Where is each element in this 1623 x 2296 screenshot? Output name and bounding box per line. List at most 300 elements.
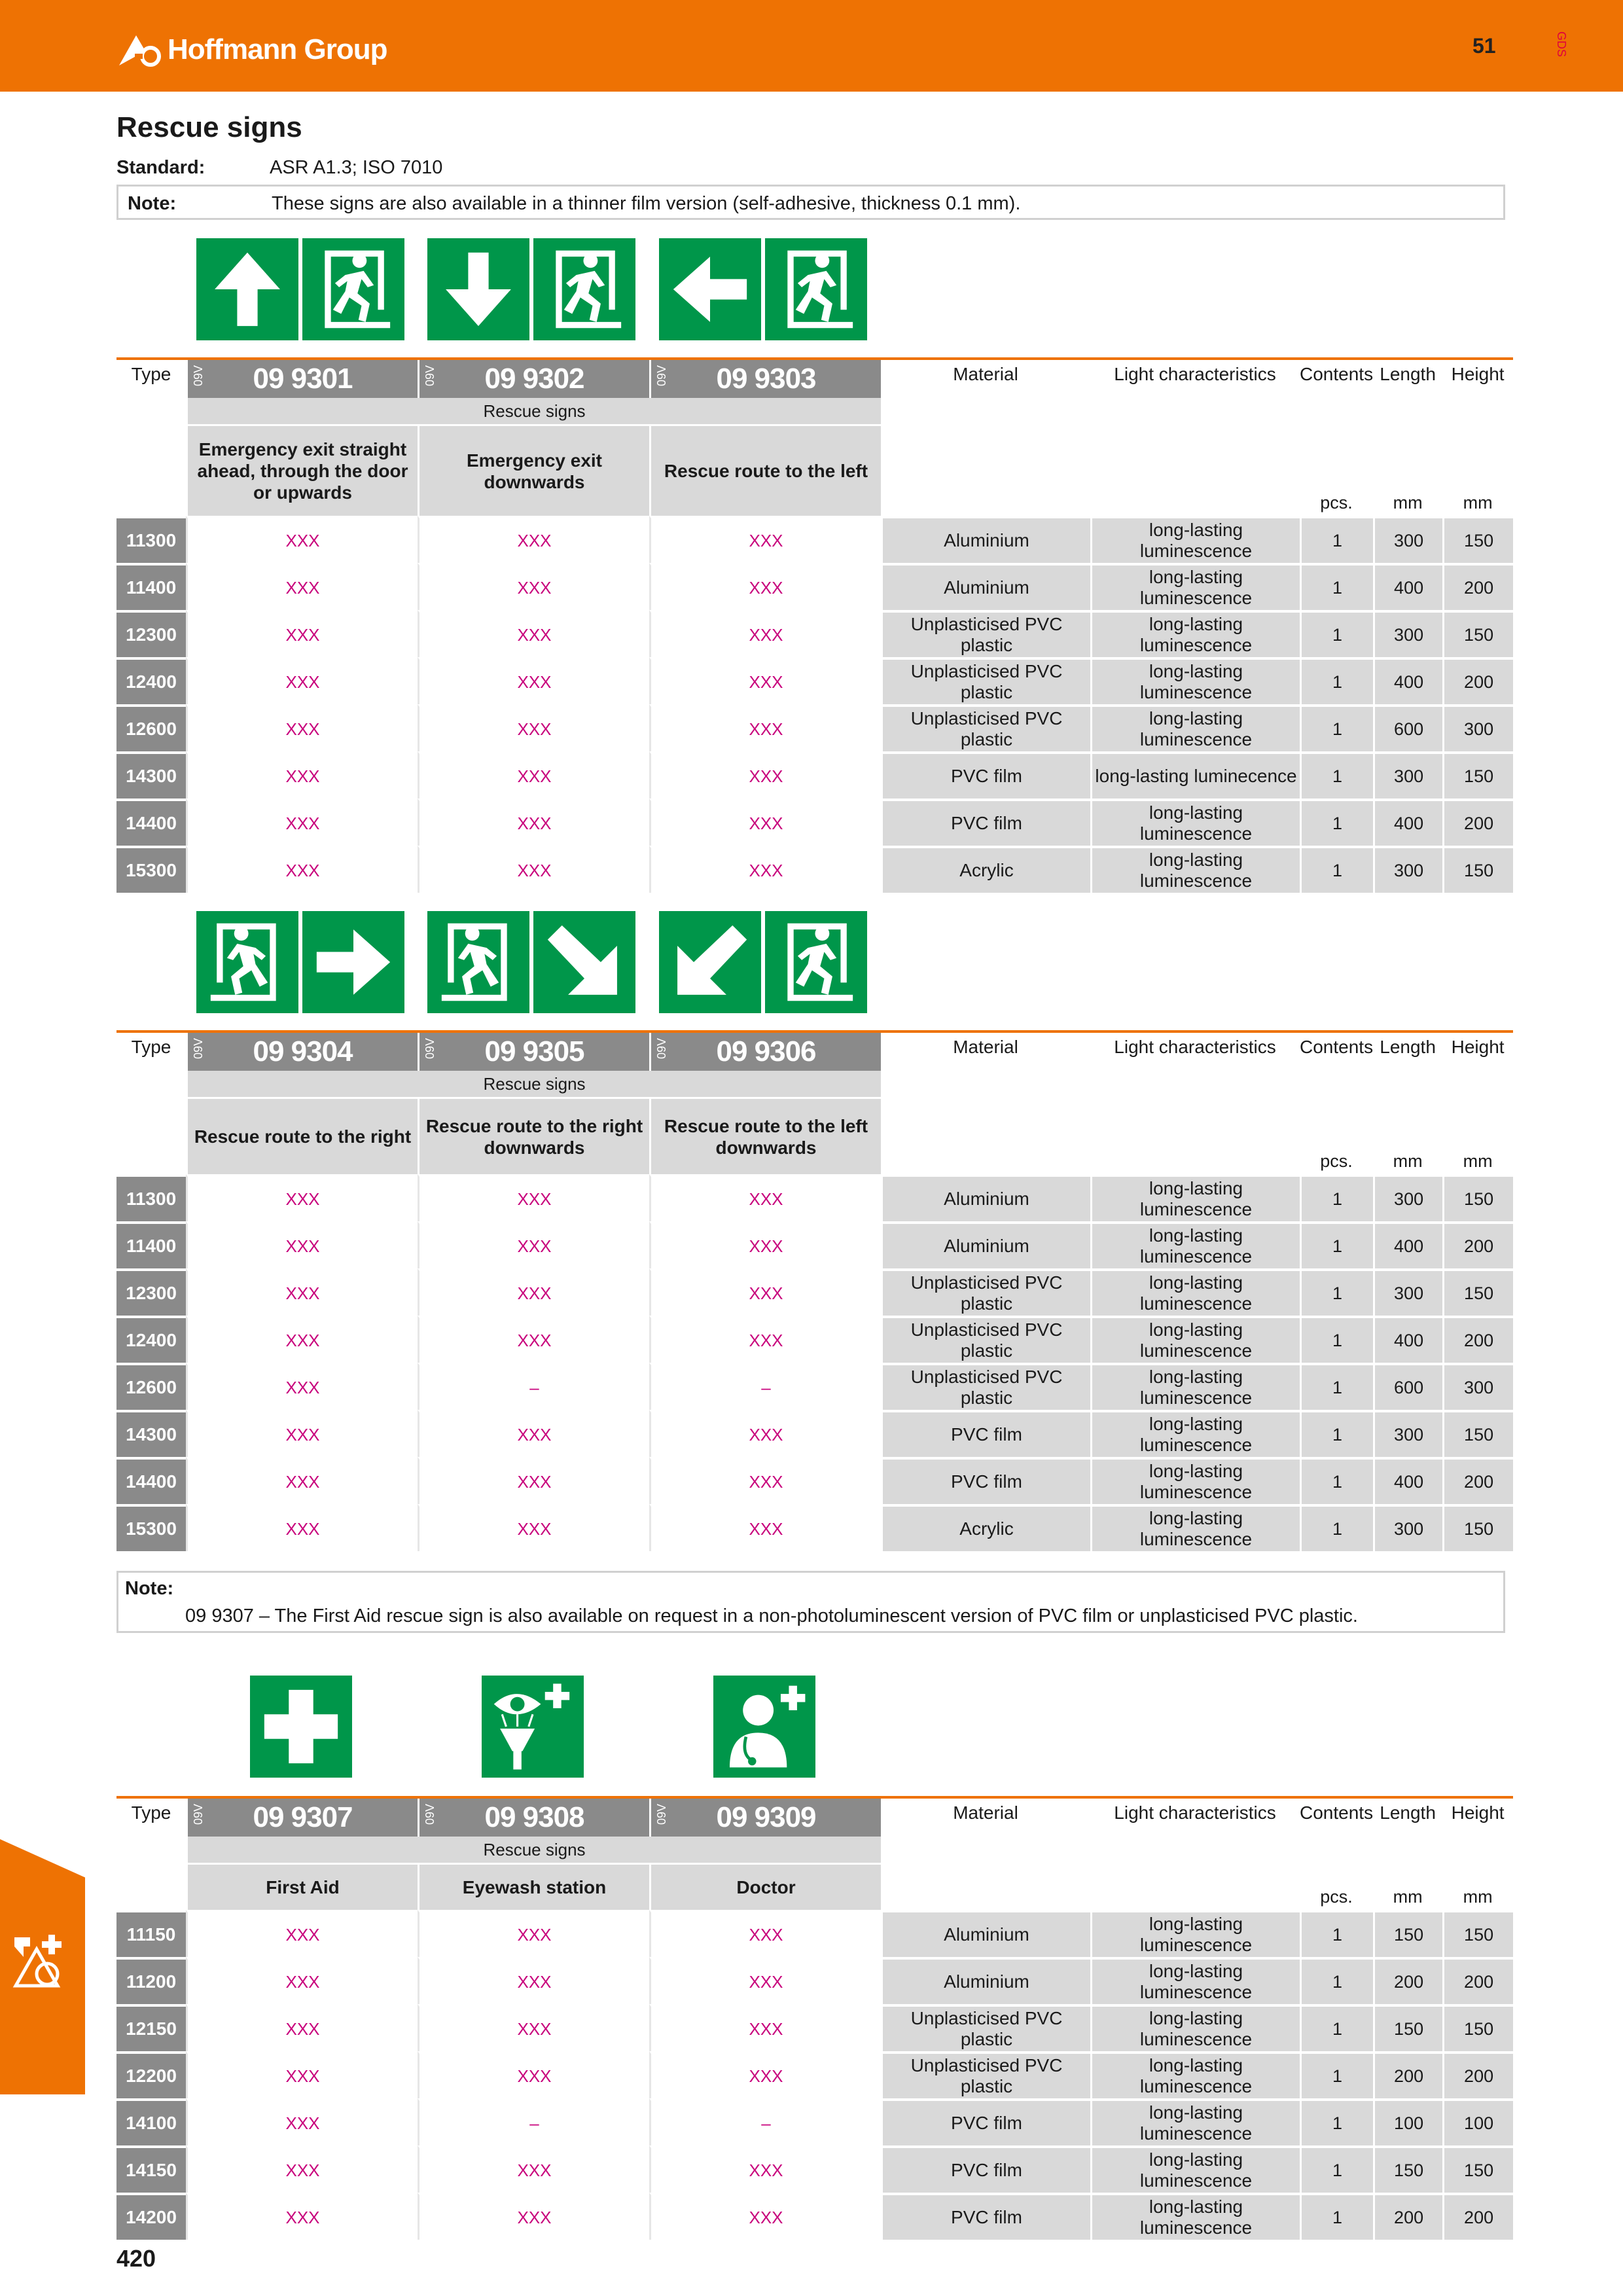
length-cell: 300 — [1373, 516, 1442, 563]
sign-arrow-left — [659, 238, 761, 340]
product-number-header: 09V 09 9304 — [186, 1033, 418, 1071]
length-cell: 400 — [1373, 657, 1442, 704]
running-man-door-icon — [302, 238, 404, 340]
order-code: XXX — [649, 2004, 881, 2051]
light-characteristics-cell: long-lasting luminescence — [1090, 846, 1300, 893]
product-table-3 — [116, 1796, 1513, 2240]
unit-length: mm — [1393, 1151, 1423, 1171]
col-type-header: Type — [131, 1803, 171, 1823]
subheader: Rescue signs — [186, 1837, 881, 1863]
length-cell: 400 — [1373, 1221, 1442, 1268]
order-code: XXX — [186, 1457, 418, 1504]
length-cell: 150 — [1373, 2145, 1442, 2193]
arrow-down-left-icon — [659, 911, 761, 1013]
order-code: XXX — [418, 563, 649, 610]
type-code: 11150 — [116, 1910, 186, 1957]
height-cell: 150 — [1442, 1504, 1513, 1551]
order-code: XXX — [186, 2098, 418, 2145]
light-characteristics-cell: long-lasting luminescence — [1090, 2098, 1300, 2145]
order-code: XXX — [649, 563, 881, 610]
running-man-door-icon — [427, 911, 529, 1013]
order-code: XXX — [418, 2051, 649, 2098]
type-code: 15300 — [116, 846, 186, 893]
note-box-bottom — [116, 1571, 1505, 1633]
light-characteristics-cell: long-lasting luminecence — [1090, 751, 1300, 798]
sign-eyewash — [482, 1676, 584, 1778]
unit-length: mm — [1393, 1887, 1423, 1907]
contents-cell: 1 — [1300, 1410, 1373, 1457]
contents-cell: 1 — [1300, 704, 1373, 751]
contents-cell: 1 — [1300, 1174, 1373, 1221]
light-characteristics-cell: long-lasting luminescence — [1090, 657, 1300, 704]
sign-arrow-down-right — [533, 911, 635, 1013]
table-row — [116, 1316, 1513, 1363]
order-code: XXX — [649, 1316, 881, 1363]
product-description: Doctor — [649, 1863, 881, 1910]
table-row — [116, 2098, 1513, 2145]
order-code: XXX — [186, 1910, 418, 1957]
unit-contents: pcs. — [1320, 1887, 1353, 1907]
product-table-2 — [116, 1030, 1513, 1551]
subheader: Rescue signs — [186, 1071, 881, 1097]
type-code: 14400 — [116, 1457, 186, 1504]
length-cell: 200 — [1373, 1957, 1442, 2004]
order-code: XXX — [649, 657, 881, 704]
table-row — [116, 610, 1513, 657]
running-man-door-icon — [765, 238, 867, 340]
arrow-down-icon — [427, 238, 529, 340]
order-code: XXX — [649, 751, 881, 798]
col-material-header: Material — [953, 364, 1018, 384]
type-code: 11200 — [116, 1957, 186, 2004]
contents-cell: 1 — [1300, 2193, 1373, 2240]
brand-logo — [116, 31, 387, 68]
type-code: 11400 — [116, 563, 186, 610]
table-row — [116, 1910, 1513, 1957]
product-number-header: 09V 09 9308 — [418, 1799, 649, 1837]
order-code: XXX — [186, 798, 418, 846]
order-code: XXX — [418, 2004, 649, 2051]
order-code: XXX — [186, 1410, 418, 1457]
order-code: XXX — [649, 1457, 881, 1504]
length-cell: 300 — [1373, 751, 1442, 798]
note-label: Note: — [128, 193, 177, 214]
table-row — [116, 798, 1513, 846]
type-code: 14100 — [116, 2098, 186, 2145]
contents-cell: 1 — [1300, 1221, 1373, 1268]
table-row — [116, 1457, 1513, 1504]
side-code: GDS — [1555, 31, 1568, 58]
order-code: XXX — [418, 1174, 649, 1221]
order-code: XXX — [649, 1174, 881, 1221]
material-cell: PVC film — [881, 2193, 1090, 2240]
table-row — [116, 704, 1513, 751]
sign-exit-door — [302, 238, 404, 340]
product-description: First Aid — [186, 1863, 418, 1910]
length-cell: 100 — [1373, 2098, 1442, 2145]
order-code: XXX — [418, 2193, 649, 2240]
order-code: XXX — [649, 1504, 881, 1551]
order-code: XXX — [418, 1957, 649, 2004]
order-code: XXX — [186, 2004, 418, 2051]
col-height-header: Height — [1451, 364, 1505, 384]
height-cell: 200 — [1442, 2193, 1513, 2240]
order-code: XXX — [186, 1268, 418, 1316]
note-label: Note: — [125, 1578, 174, 1599]
type-code: 14150 — [116, 2145, 186, 2193]
light-characteristics-cell: long-lasting luminescence — [1090, 798, 1300, 846]
order-code: XXX — [418, 1457, 649, 1504]
material-cell: Aluminium — [881, 563, 1090, 610]
material-cell: Unplasticised PVC plastic — [881, 704, 1090, 751]
type-code: 14200 — [116, 2193, 186, 2240]
contents-cell: 1 — [1300, 1910, 1373, 1957]
length-cell: 600 — [1373, 1363, 1442, 1410]
material-cell: Acrylic — [881, 1504, 1090, 1551]
order-code: XXX — [186, 751, 418, 798]
type-code: 14300 — [116, 751, 186, 798]
table-row — [116, 1268, 1513, 1316]
running-man-door-icon — [765, 911, 867, 1013]
height-cell: 150 — [1442, 1174, 1513, 1221]
order-code: XXX — [418, 1910, 649, 1957]
sign-doctor — [713, 1676, 815, 1778]
light-characteristics-cell: long-lasting luminescence — [1090, 1363, 1300, 1410]
contents-cell: 1 — [1300, 751, 1373, 798]
table-row — [116, 1174, 1513, 1221]
safety-signs-section-icon — [10, 1931, 71, 1991]
table-row — [116, 657, 1513, 704]
table-row — [116, 2145, 1513, 2193]
contents-cell: 1 — [1300, 1457, 1373, 1504]
contents-cell: 1 — [1300, 846, 1373, 893]
length-cell: 600 — [1373, 704, 1442, 751]
length-cell: 300 — [1373, 1504, 1442, 1551]
order-code: XXX — [649, 516, 881, 563]
order-code: XXX — [418, 610, 649, 657]
length-cell: 400 — [1373, 798, 1442, 846]
order-code: XXX — [418, 798, 649, 846]
order-code: XXX — [418, 1268, 649, 1316]
light-characteristics-cell: long-lasting luminescence — [1090, 1957, 1300, 2004]
height-cell: 200 — [1442, 798, 1513, 846]
contents-cell: 1 — [1300, 610, 1373, 657]
eyewash-station-icon — [482, 1676, 584, 1778]
height-cell: 150 — [1442, 2004, 1513, 2051]
height-cell: 150 — [1442, 1910, 1513, 1957]
col-contents-header: Contents — [1300, 364, 1374, 384]
col-height-header: Height — [1451, 1037, 1505, 1057]
length-cell: 400 — [1373, 1457, 1442, 1504]
material-cell: Aluminium — [881, 1910, 1090, 1957]
material-cell: PVC film — [881, 1410, 1090, 1457]
light-characteristics-cell: long-lasting luminescence — [1090, 1221, 1300, 1268]
table-row — [116, 516, 1513, 563]
contents-cell: 1 — [1300, 2145, 1373, 2193]
length-cell: 200 — [1373, 2193, 1442, 2240]
length-cell: 300 — [1373, 846, 1442, 893]
type-code: 11300 — [116, 516, 186, 563]
sign-exit-door — [765, 911, 867, 1013]
table-row — [116, 2193, 1513, 2240]
material-cell: Aluminium — [881, 1957, 1090, 2004]
light-characteristics-cell: long-lasting luminescence — [1090, 516, 1300, 563]
material-cell: PVC film — [881, 2145, 1090, 2193]
order-code: XXX — [418, 704, 649, 751]
material-cell: Unplasticised PVC plastic — [881, 2004, 1090, 2051]
col-height-header: Height — [1451, 1803, 1505, 1823]
material-cell: Unplasticised PVC plastic — [881, 1268, 1090, 1316]
type-code: 12600 — [116, 1363, 186, 1410]
table-row — [116, 1957, 1513, 2004]
product-description: Rescue route to the left downwards — [649, 1097, 881, 1174]
type-code: 12300 — [116, 1268, 186, 1316]
unit-height: mm — [1463, 493, 1493, 512]
order-code: XXX — [418, 516, 649, 563]
order-code: XXX — [186, 1174, 418, 1221]
sign-exit-door — [427, 911, 529, 1013]
order-code: XXX — [186, 2145, 418, 2193]
height-cell: 200 — [1442, 1457, 1513, 1504]
contents-cell: 1 — [1300, 798, 1373, 846]
arrow-down-right-icon — [533, 911, 635, 1013]
col-light-header: Light characteristics — [1114, 364, 1276, 384]
product-description: Eyewash station — [418, 1863, 649, 1910]
material-cell: Acrylic — [881, 846, 1090, 893]
sign-arrow-down-left — [659, 911, 761, 1013]
order-code: XXX — [418, 1504, 649, 1551]
col-light-header: Light characteristics — [1114, 1037, 1276, 1057]
order-code: XXX — [418, 751, 649, 798]
material-cell: Aluminium — [881, 516, 1090, 563]
col-length-header: Length — [1380, 1037, 1436, 1057]
order-code: – — [418, 2098, 649, 2145]
col-contents-header: Contents — [1300, 1037, 1374, 1057]
order-code: XXX — [186, 516, 418, 563]
col-length-header: Length — [1380, 364, 1436, 384]
col-type-header: Type — [131, 364, 171, 384]
arrow-up-icon — [196, 238, 298, 340]
length-cell: 400 — [1373, 563, 1442, 610]
height-cell: 200 — [1442, 1316, 1513, 1363]
type-code: 12150 — [116, 2004, 186, 2051]
order-code: XXX — [186, 563, 418, 610]
sign-exit-door — [196, 911, 298, 1013]
material-cell: PVC film — [881, 1457, 1090, 1504]
height-cell: 150 — [1442, 516, 1513, 563]
order-code: XXX — [649, 798, 881, 846]
length-cell: 300 — [1373, 610, 1442, 657]
product-number-header: 09V 09 9302 — [418, 360, 649, 398]
sign-first-aid — [250, 1676, 352, 1778]
order-code: XXX — [186, 657, 418, 704]
order-code: XXX — [649, 2051, 881, 2098]
contents-cell: 1 — [1300, 1268, 1373, 1316]
contents-cell: 1 — [1300, 1363, 1373, 1410]
product-number-header: 09V 09 9309 — [649, 1799, 881, 1837]
light-characteristics-cell: long-lasting luminescence — [1090, 2051, 1300, 2098]
product-table-1 — [116, 357, 1513, 893]
height-cell: 150 — [1442, 751, 1513, 798]
contents-cell: 1 — [1300, 2004, 1373, 2051]
brand-name: Hoffmann Group — [168, 33, 387, 65]
height-cell: 150 — [1442, 2145, 1513, 2193]
hoffmann-logo-icon — [116, 31, 162, 68]
height-cell: 200 — [1442, 1957, 1513, 2004]
order-code: XXX — [649, 846, 881, 893]
order-code: – — [649, 1363, 881, 1410]
length-cell: 150 — [1373, 1910, 1442, 1957]
contents-cell: 1 — [1300, 1504, 1373, 1551]
contents-cell: 1 — [1300, 516, 1373, 563]
product-number-header: 09V 09 9306 — [649, 1033, 881, 1071]
type-code: 12300 — [116, 610, 186, 657]
order-code: XXX — [186, 704, 418, 751]
order-code: XXX — [649, 610, 881, 657]
order-code: XXX — [186, 1363, 418, 1410]
table-row — [116, 1504, 1513, 1551]
table-row — [116, 2051, 1513, 2098]
light-characteristics-cell: long-lasting luminescence — [1090, 1457, 1300, 1504]
type-code: 15300 — [116, 1504, 186, 1551]
type-code: 12400 — [116, 1316, 186, 1363]
material-cell: PVC film — [881, 2098, 1090, 2145]
page-number-top: 51 — [1472, 34, 1496, 58]
unit-length: mm — [1393, 493, 1423, 512]
order-code: XXX — [186, 846, 418, 893]
unit-contents: pcs. — [1320, 1151, 1353, 1171]
light-characteristics-cell: long-lasting luminescence — [1090, 1174, 1300, 1221]
product-number-header: 09V 09 9305 — [418, 1033, 649, 1071]
page-title: Rescue signs — [116, 111, 302, 143]
material-cell: Aluminium — [881, 1174, 1090, 1221]
product-description: Rescue route to the left — [649, 424, 881, 516]
length-cell: 200 — [1373, 2051, 1442, 2098]
contents-cell: 1 — [1300, 1957, 1373, 2004]
order-code: XXX — [649, 1221, 881, 1268]
light-characteristics-cell: long-lasting luminescence — [1090, 2193, 1300, 2240]
length-cell: 300 — [1373, 1174, 1442, 1221]
sign-arrow-right — [302, 911, 404, 1013]
running-man-door-icon — [533, 238, 635, 340]
order-code: XXX — [418, 1410, 649, 1457]
table-row — [116, 2004, 1513, 2051]
order-code: XXX — [649, 1410, 881, 1457]
standard-value: ASR A1.3; ISO 7010 — [270, 157, 443, 178]
height-cell: 100 — [1442, 2098, 1513, 2145]
order-code: XXX — [649, 2145, 881, 2193]
length-cell: 300 — [1373, 1410, 1442, 1457]
light-characteristics-cell: long-lasting luminescence — [1090, 1316, 1300, 1363]
height-cell: 200 — [1442, 1221, 1513, 1268]
product-number-header: 09V 09 9301 — [186, 360, 418, 398]
light-characteristics-cell: long-lasting luminescence — [1090, 1910, 1300, 1957]
material-cell: Unplasticised PVC plastic — [881, 2051, 1090, 2098]
order-code: XXX — [186, 2051, 418, 2098]
order-code: XXX — [418, 2145, 649, 2193]
order-code: XXX — [186, 1316, 418, 1363]
height-cell: 300 — [1442, 704, 1513, 751]
light-characteristics-cell: long-lasting luminescence — [1090, 704, 1300, 751]
subheader: Rescue signs — [186, 398, 881, 424]
light-characteristics-cell: long-lasting luminescence — [1090, 1410, 1300, 1457]
col-material-header: Material — [953, 1803, 1018, 1823]
note-text: These signs are also available in a thinner film version (self-adhesive, thickness 0.1 mm). — [272, 193, 1021, 214]
contents-cell: 1 — [1300, 2098, 1373, 2145]
order-code: XXX — [186, 610, 418, 657]
table-row — [116, 846, 1513, 893]
order-code: XXX — [649, 1957, 881, 2004]
light-characteristics-cell: long-lasting luminescence — [1090, 563, 1300, 610]
height-cell: 200 — [1442, 563, 1513, 610]
height-cell: 300 — [1442, 1363, 1513, 1410]
col-type-header: Type — [131, 1037, 171, 1057]
height-cell: 150 — [1442, 1268, 1513, 1316]
arrow-left-icon — [659, 238, 761, 340]
light-characteristics-cell: long-lasting luminescence — [1090, 610, 1300, 657]
sign-exit-door — [533, 238, 635, 340]
order-code: XXX — [649, 2193, 881, 2240]
light-characteristics-cell: long-lasting luminescence — [1090, 1268, 1300, 1316]
order-code: XXX — [418, 1221, 649, 1268]
type-code: 11400 — [116, 1221, 186, 1268]
table-row — [116, 1221, 1513, 1268]
order-code: XXX — [186, 1957, 418, 2004]
note-text: 09 9307 – The First Aid rescue sign is also available on request in a non-photoluminescent version of PVC film or unplasticised PVC plastic. — [185, 1605, 1358, 1626]
order-code: XXX — [649, 1268, 881, 1316]
order-code: XXX — [418, 846, 649, 893]
material-cell: PVC film — [881, 798, 1090, 846]
type-code: 11300 — [116, 1174, 186, 1221]
light-characteristics-cell: long-lasting luminescence — [1090, 2004, 1300, 2051]
table-row — [116, 1363, 1513, 1410]
contents-cell: 1 — [1300, 1316, 1373, 1363]
col-length-header: Length — [1380, 1803, 1436, 1823]
product-number-header: 09V 09 9303 — [649, 360, 881, 398]
page-number-bottom: 420 — [116, 2245, 156, 2272]
type-code: 12200 — [116, 2051, 186, 2098]
doctor-icon — [713, 1676, 815, 1778]
height-cell: 150 — [1442, 846, 1513, 893]
type-code: 12600 — [116, 704, 186, 751]
length-cell: 150 — [1373, 2004, 1442, 2051]
height-cell: 150 — [1442, 1410, 1513, 1457]
table-row — [116, 563, 1513, 610]
light-characteristics-cell: long-lasting luminescence — [1090, 1504, 1300, 1551]
order-code: – — [649, 2098, 881, 2145]
table-row — [116, 1410, 1513, 1457]
product-description: Rescue route to the right — [186, 1097, 418, 1174]
product-number-header: 09V 09 9307 — [186, 1799, 418, 1837]
order-code: XXX — [649, 1910, 881, 1957]
material-cell: Aluminium — [881, 1221, 1090, 1268]
type-code: 12400 — [116, 657, 186, 704]
type-code: 14300 — [116, 1410, 186, 1457]
col-light-header: Light characteristics — [1114, 1803, 1276, 1823]
order-code: – — [418, 1363, 649, 1410]
height-cell: 200 — [1442, 657, 1513, 704]
material-cell: Unplasticised PVC plastic — [881, 1363, 1090, 1410]
sign-arrow-up — [196, 238, 298, 340]
order-code: XXX — [186, 1221, 418, 1268]
unit-contents: pcs. — [1320, 493, 1353, 512]
order-code: XXX — [186, 1504, 418, 1551]
table-row — [116, 751, 1513, 798]
height-cell: 200 — [1442, 2051, 1513, 2098]
light-characteristics-cell: long-lasting luminescence — [1090, 2145, 1300, 2193]
col-material-header: Material — [953, 1037, 1018, 1057]
unit-height: mm — [1463, 1151, 1493, 1171]
